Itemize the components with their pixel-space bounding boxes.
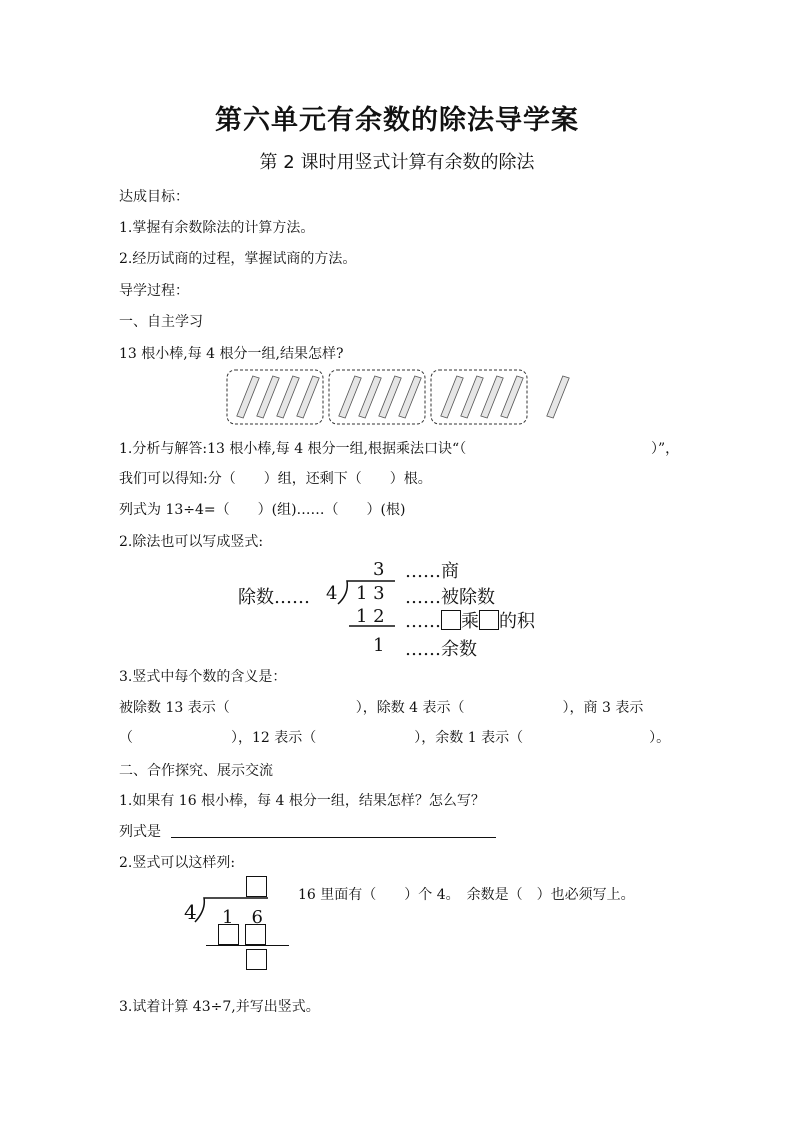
- page-subtitle: 第 2 课时用竖式计算有余数的除法: [259, 152, 535, 173]
- blank-box: [479, 610, 499, 630]
- section1-heading: 一、自主学习: [119, 314, 203, 330]
- goals-heading: 达成目标：: [119, 189, 189, 205]
- remainder-box[interactable]: [246, 949, 267, 970]
- stick: [461, 376, 483, 418]
- dividend-2: 1 6: [222, 907, 263, 928]
- meaning-line1: 被除数 13 表示（ ），除数 4 表示（ ），商 3 表示: [119, 700, 644, 716]
- stick: [441, 376, 463, 418]
- goal-item: 1.掌握有余数除法的计算方法。: [119, 220, 315, 236]
- section2-q1: 1.如果有 16 根小棒，每 4 根分一组，结果怎样？怎么写？: [119, 793, 485, 809]
- section2-q3: 3.试着计算 43÷7,并写出竖式。: [119, 999, 320, 1015]
- stick: [277, 376, 299, 418]
- answer-line[interactable]: [171, 837, 496, 838]
- formula-label: 列式是: [119, 824, 161, 840]
- section1-question: 13 根小棒,每 4 根分一组,结果怎样?: [119, 346, 344, 362]
- stick: [297, 376, 319, 418]
- subtraction-line: [206, 945, 289, 946]
- product-box-tens[interactable]: [218, 924, 239, 945]
- quotient-label: ……商: [405, 561, 459, 582]
- section2-heading: 二、合作探究、展示交流: [119, 763, 273, 779]
- remainder: 1: [373, 635, 385, 656]
- stick: [399, 376, 421, 418]
- stick: [359, 376, 381, 418]
- section2-q2: 2.竖式可以这样列:: [119, 855, 236, 871]
- goal-item: 2.经历试商的过程，掌握试商的方法。: [119, 251, 357, 267]
- q1-line2: 我们可以得知:分（ ）组，还剩下（ ）根。: [119, 471, 432, 487]
- product-box-ones[interactable]: [245, 924, 266, 945]
- division-bracket-2: [192, 894, 272, 926]
- product: 1 2: [356, 606, 385, 627]
- stick: [379, 376, 401, 418]
- q1-line1a: 1.分析与解答:13 根小棒,每 4 根分一组,根据乘法口诀“（: [119, 441, 467, 457]
- meaning-line2: （ ），12 表示（ ），余数 1 表示（ ）。: [119, 730, 671, 746]
- section2-q2-text: 16 里面有（ ）个 4。 余数是（ ）也必须写上。: [298, 887, 635, 903]
- remainder-label: ……余数: [405, 639, 477, 660]
- page-title: 第六单元有余数的除法导学案: [215, 105, 579, 136]
- stick: [501, 376, 523, 418]
- stick: [237, 376, 259, 418]
- dividend-label: ……被除数: [405, 587, 495, 608]
- q3-text: 3.竖式中每个数的含义是：: [119, 669, 287, 685]
- sticks-illustration: [222, 366, 582, 428]
- stick: [339, 376, 361, 418]
- q1-line1b: ）”，: [651, 441, 680, 457]
- quotient: 3: [373, 559, 385, 580]
- divisor-label: 除数……: [238, 587, 310, 608]
- divisor-2: 4: [184, 900, 197, 924]
- blank-box: [441, 610, 461, 630]
- stick: [547, 376, 569, 418]
- product-label: …… 乘 的积: [405, 611, 535, 632]
- division-formula: 列式为 13÷4=（ ）(组)……（ ）(根): [119, 502, 406, 518]
- dividend: 1 3: [356, 583, 385, 604]
- process-heading: 导学过程：: [119, 283, 189, 299]
- stick: [481, 376, 503, 418]
- stick: [257, 376, 279, 418]
- divisor: 4: [326, 583, 338, 604]
- q2-text: 2.除法也可以写成竖式:: [119, 534, 264, 550]
- division-bracket: [335, 578, 400, 628]
